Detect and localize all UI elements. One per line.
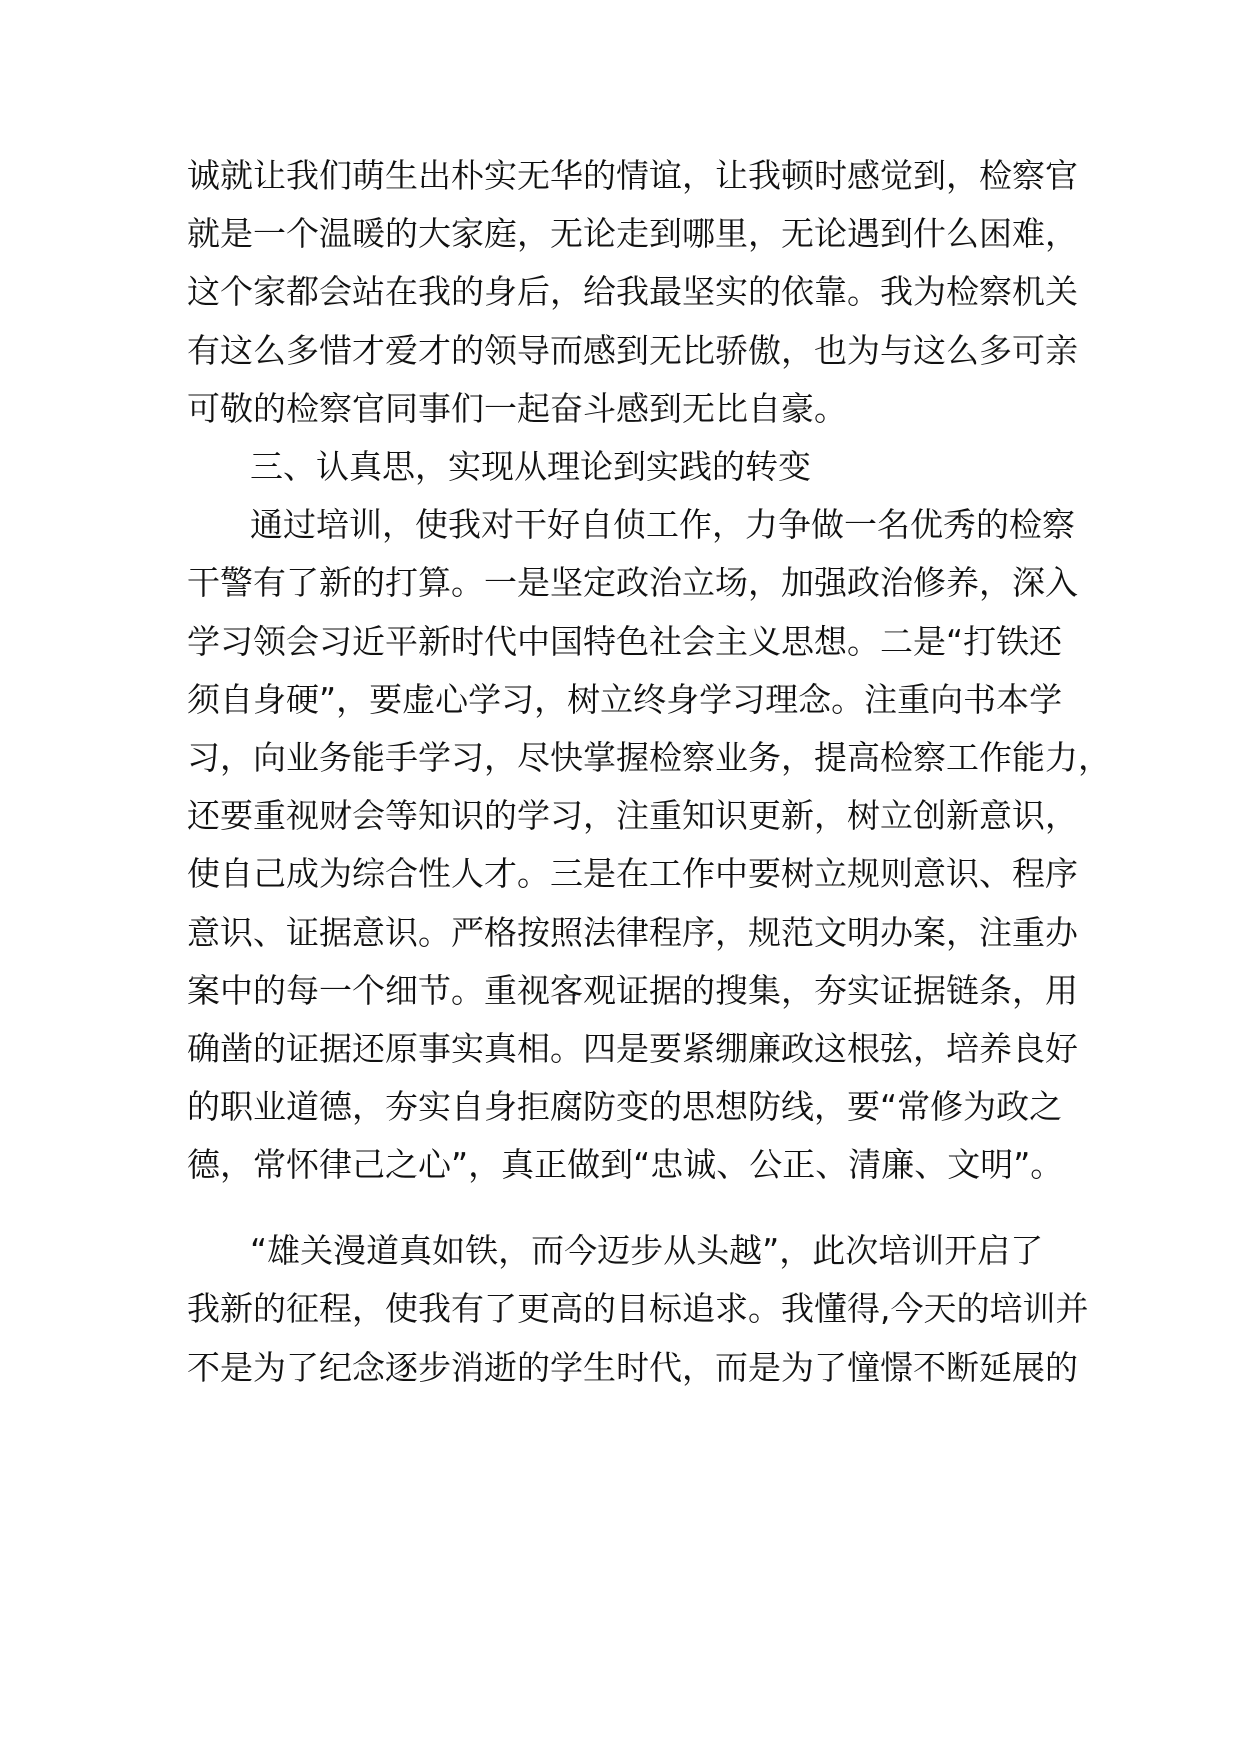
- text-line-8: 干警有了新的打算。一是坚定政治立场，加强政治修养，深入: [187, 563, 1078, 602]
- text-line-7: 通过培训，使我对干好自侦工作，力争做一名优秀的检察: [250, 505, 1075, 544]
- text-line-21: 不是为了纪念逐步消逝的学生时代，而是为了憧憬不断延展的: [187, 1348, 1078, 1387]
- text-line-10: 须自身硬”，要虚心学习，树立终身学习理念。注重向书本学: [187, 680, 1063, 719]
- text-line-15: 案中的每一个细节。重视客观证据的搜集，夯实证据链条，用: [187, 971, 1078, 1010]
- text-line-1: 诚就让我们萌生出朴实无华的情谊，让我顿时感觉到，检察官: [187, 156, 1078, 195]
- text-line-11: 习，向业务能手学习，尽快掌握检察业务，提高检察工作能力，: [187, 738, 1111, 777]
- text-line-17: 的职业道德，夯实自身拒腐防变的思想防线，要“常修为政之: [187, 1087, 1063, 1126]
- text-line-19: “雄关漫道真如铁，而今迈步从头越”，此次培训开启了: [250, 1231, 1044, 1270]
- text-line-18: 德，常怀律己之心”，真正做到“忠诚、公正、清廉、文明”。: [187, 1145, 1064, 1184]
- text-line-12: 还要重视财会等知识的学习，注重知识更新，树立创新意识，: [187, 796, 1078, 835]
- text-line-13: 使自己成为综合性人才。三是在工作中要树立规则意识、程序: [187, 854, 1078, 893]
- text-line-4: 有这么多惜才爱才的领导而感到无比骄傲，也为与这么多可亲: [187, 331, 1078, 370]
- text-line-14: 意识、证据意识。严格按照法律程序，规范文明办案，注重办: [187, 913, 1078, 952]
- text-line-2: 就是一个温暖的大家庭，无论走到哪里，无论遇到什么困难，: [187, 214, 1078, 253]
- text-line-3: 这个家都会站在我的身后，给我最坚实的依靠。我为检察机关: [187, 272, 1078, 311]
- section-heading: 三、认真思，实现从理论到实践的转变: [250, 447, 811, 486]
- text-line-16: 确凿的证据还原事实真相。四是要紧绷廉政这根弦，培养良好: [187, 1029, 1078, 1068]
- text-line-9: 学习领会习近平新时代中国特色社会主义思想。二是“打铁还: [187, 622, 1063, 661]
- text-line-20: 我新的征程，使我有了更高的目标追求。我懂得,今天的培训并: [187, 1289, 1089, 1328]
- text-line-5: 可敬的检察官同事们一起奋斗感到无比自豪。: [187, 389, 847, 428]
